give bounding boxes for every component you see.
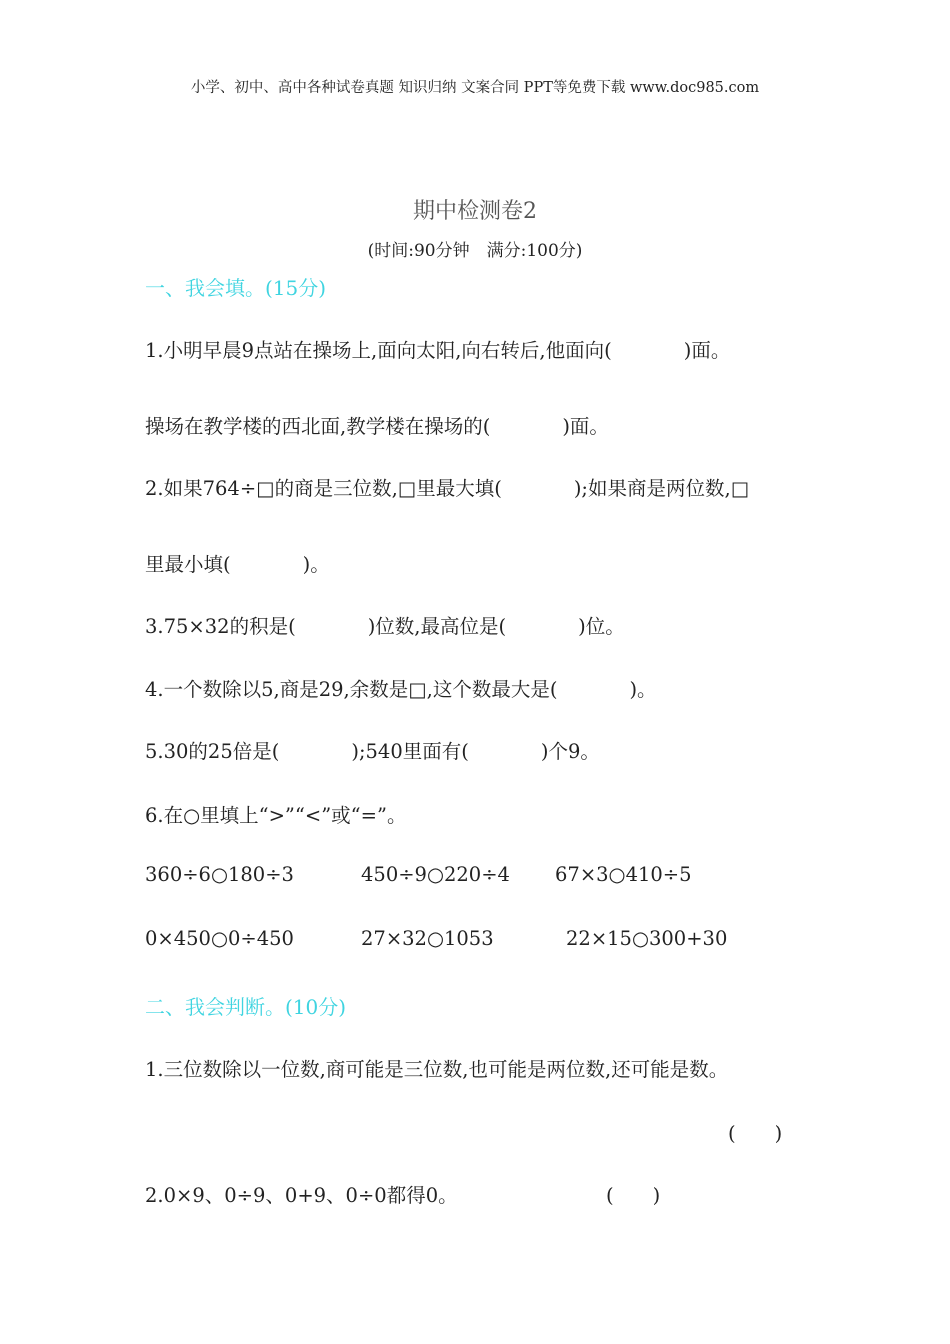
q3-text-mid: )位数,最高位是( (367, 615, 507, 638)
comparison-expression[interactable]: 0×450○0÷450 (145, 927, 294, 950)
judge-answer-paren[interactable]: ( ) (728, 1122, 783, 1145)
q3-text: 3.75×32的积是( (145, 615, 296, 638)
q1a-text-end: )面。 (683, 339, 731, 362)
q5-text-mid: );540里面有( (351, 740, 469, 763)
page-title: 期中检测卷2 (413, 199, 537, 224)
question-4 (145, 674, 657, 702)
exam-time-score: (时间:90分钟 满分:100分) (367, 241, 583, 261)
section-heading-fill: 一、我会填。(15分) (145, 276, 327, 300)
comparison-expression[interactable]: 22×15○300+30 (566, 927, 728, 950)
comparison-expression[interactable]: 67×3○410÷5 (555, 863, 692, 886)
question-6: 6.在○里填上“>”“<”或“=”。 (145, 804, 407, 827)
site-header: 小学、初中、高中各种试卷真题 知识归纳 文案合同 PPT等免费下载 www.doc985.com (190, 80, 760, 96)
question-5 (145, 736, 600, 764)
judge-answer-paren[interactable]: ( ) (606, 1184, 661, 1207)
q1b-text: 操场在教学楼的西北面,教学楼在操场的( (145, 415, 491, 438)
q4-text: 4.一个数除以5,商是29,余数是□,这个数最大是( (145, 678, 558, 701)
q1a-text: 1.小明早晨9点站在操场上,面向太阳,向右转后,他面向( (145, 339, 612, 362)
q2a-text: 2.如果764÷□的商是三位数,□里最大填( (145, 477, 502, 500)
q1b-text-end: )面。 (562, 415, 609, 438)
judge-question-2: 2.0×9、0÷9、0+9、0÷0都得0。 (145, 1184, 458, 1207)
q3-text-end: )位。 (578, 615, 625, 638)
question-2a (145, 473, 749, 501)
question-1b (145, 411, 609, 439)
q5-text-end: )个9。 (540, 740, 600, 763)
question-1a (145, 335, 730, 363)
q4-text-end: )。 (629, 678, 657, 701)
question-3 (145, 611, 625, 639)
q5-text: 5.30的25倍是( (145, 740, 280, 763)
section-heading-judge: 二、我会判断。(10分) (145, 995, 347, 1019)
q2a-text-end: );如果商是两位数,□ (573, 477, 750, 500)
q2b-text: 里最小填( (145, 553, 231, 576)
comparison-expression[interactable]: 27×32○1053 (361, 927, 494, 950)
q2b-text-end: )。 (302, 553, 330, 576)
comparison-expression[interactable]: 360÷6○180÷3 (145, 863, 294, 886)
question-2b (145, 549, 330, 577)
judge-question-1: 1.三位数除以一位数,商可能是三位数,也可能是两位数,还可能是数。 (145, 1058, 729, 1081)
comparison-expression[interactable]: 450÷9○220÷4 (361, 863, 510, 886)
